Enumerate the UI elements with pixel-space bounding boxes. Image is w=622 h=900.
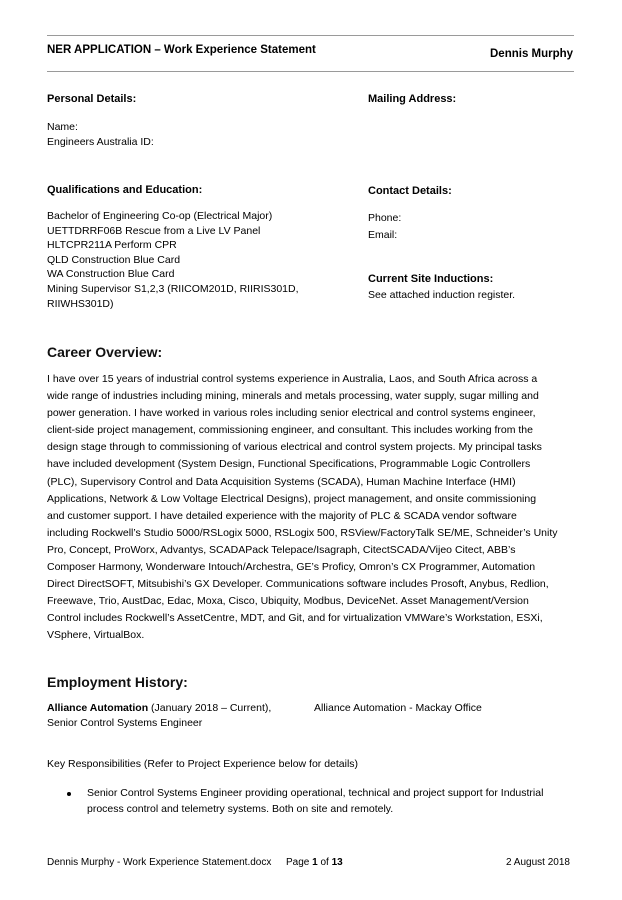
paragraph-line: VSphere, VirtualBox. bbox=[47, 629, 145, 642]
page-total: 13 bbox=[331, 857, 343, 868]
paragraph-line: and customer support. I have detailed experience with the majority of PLC & SCADA vendor software bbox=[47, 509, 517, 522]
list-item: Mining Supervisor S1,2,3 (RIICOM201D, RIIRIS301D, bbox=[47, 282, 299, 295]
list-item: WA Construction Blue Card bbox=[47, 268, 175, 281]
paragraph-line: wide range of industries including mining, minerals and metals processing, water supply, sugar milling and bbox=[47, 390, 539, 403]
list-item: Bachelor of Engineering Co-op (Electrical Major) bbox=[47, 210, 273, 222]
list-item: HLTCPR211A Perform CPR bbox=[47, 239, 177, 252]
page-of: of bbox=[320, 857, 329, 868]
page-prefix: Page bbox=[286, 857, 310, 868]
list-item: UETTDRRF06B Rescue from a Live LV Panel bbox=[47, 224, 261, 237]
personal-details-heading: Personal Details: bbox=[47, 93, 137, 105]
site-inductions-heading: Current Site Inductions: bbox=[368, 273, 494, 285]
phone-label: Phone: bbox=[368, 212, 402, 224]
career-overview-heading: Career Overview: bbox=[47, 344, 163, 360]
footer-page-number bbox=[286, 857, 343, 868]
paragraph-line: Control includes Rockwell’s AssetCentre, MDT, and Git, and for virtualization VMWare’s Workstation, ESXi, bbox=[47, 612, 543, 625]
list-item: QLD Construction Blue Card bbox=[47, 253, 181, 266]
employment-period: (January 2018 – Current), bbox=[151, 702, 272, 714]
header-bottom-rule bbox=[47, 71, 574, 72]
footer-date: 2 August 2018 bbox=[506, 857, 570, 868]
name-label: Name: bbox=[47, 121, 78, 133]
responsibility-item bbox=[87, 786, 543, 817]
employment-entry bbox=[47, 701, 271, 716]
qualifications-list bbox=[47, 209, 299, 311]
document-title: NER APPLICATION – Work Experience Statement bbox=[47, 44, 316, 56]
key-responsibilities-label: Key Responsibilities (Refer to Project Experience below for details) bbox=[47, 758, 359, 770]
employment-location: Alliance Automation - Mackay Office bbox=[314, 702, 482, 714]
paragraph-line: design stage through to commissioning of various electrical and control system projects. My principal tasks bbox=[47, 441, 542, 454]
site-inductions-text: See attached induction register. bbox=[368, 289, 516, 301]
contact-details-heading: Contact Details: bbox=[368, 185, 452, 197]
paragraph-line: Applications, Network & Low Voltage Electrical Designs), project management, and onsite commissioning bbox=[47, 492, 537, 505]
responsibility-line: process control and telemetry systems. Both on site and remotely. bbox=[87, 802, 394, 815]
list-item: RIIWHS301D) bbox=[47, 297, 114, 310]
bullet-icon bbox=[67, 792, 71, 796]
personal-details-fields bbox=[47, 120, 154, 149]
paragraph-line: Composer Harmony, Wonderware Intouch/Archestra, GE’s Proficy, Omron’s CX Programmer, Automation bbox=[47, 561, 536, 574]
footer-filename: Dennis Murphy - Work Experience Statement.docx bbox=[47, 857, 272, 868]
applicant-name: Dennis Murphy bbox=[490, 48, 574, 60]
header-top-rule bbox=[47, 35, 574, 36]
employment-history-heading: Employment History: bbox=[47, 674, 188, 690]
mailing-address-heading: Mailing Address: bbox=[368, 93, 457, 105]
paragraph-line: Direct DirectSOFT, Mitsubishi’s GX Developer. Communications software includes Prosoft, Anybus, Redlion, bbox=[47, 578, 549, 591]
career-overview-paragraph bbox=[47, 371, 558, 645]
ea-id-label: Engineers Australia ID: bbox=[47, 135, 154, 148]
paragraph-line: client-side project management, commissioning engineer, and consultant. This includes working from the bbox=[47, 424, 533, 437]
paragraph-line: I have over 15 years of industrial control systems experience in Australia, Laos, and South Africa across a bbox=[47, 373, 538, 385]
employer-name: Alliance Automation bbox=[47, 702, 149, 714]
page-current: 1 bbox=[312, 857, 318, 868]
paragraph-line: Pro, Concept, ProWorx, Advantys, SCADAPack Telepace/Isagraph, CitectSCADA/Vijeo Citect, ABB’s bbox=[47, 543, 516, 556]
paragraph-line: have included development (System Design, Functional Specifications, Programmable Logic Controllers bbox=[47, 458, 531, 471]
paragraph-line: (PLC), Supervisory Control and Data Acquisition Systems (SCADA), Human Machine Interface (HMI) bbox=[47, 475, 516, 488]
qualifications-heading: Qualifications and Education: bbox=[47, 184, 203, 196]
paragraph-line: Freewave, Trio, AustDac, Edac, Moxa, Cisco, Ubiquity, Modbus, DeviceNet. Asset Management/Version bbox=[47, 595, 529, 608]
paragraph-line: including Rockwell’s Studio 5000/RSLogix 5000, RSLogix 500, RSView/FactoryTalk SE/ME, Schneider’s Unity bbox=[47, 526, 558, 539]
employment-role: Senior Control Systems Engineer bbox=[47, 717, 203, 729]
responsibility-line: Senior Control Systems Engineer providing operational, technical and project support for Industrial bbox=[87, 787, 544, 799]
email-label: Email: bbox=[368, 229, 398, 241]
paragraph-line: power generation. I have worked in various roles including senior electrical and control systems engineer, bbox=[47, 407, 536, 420]
